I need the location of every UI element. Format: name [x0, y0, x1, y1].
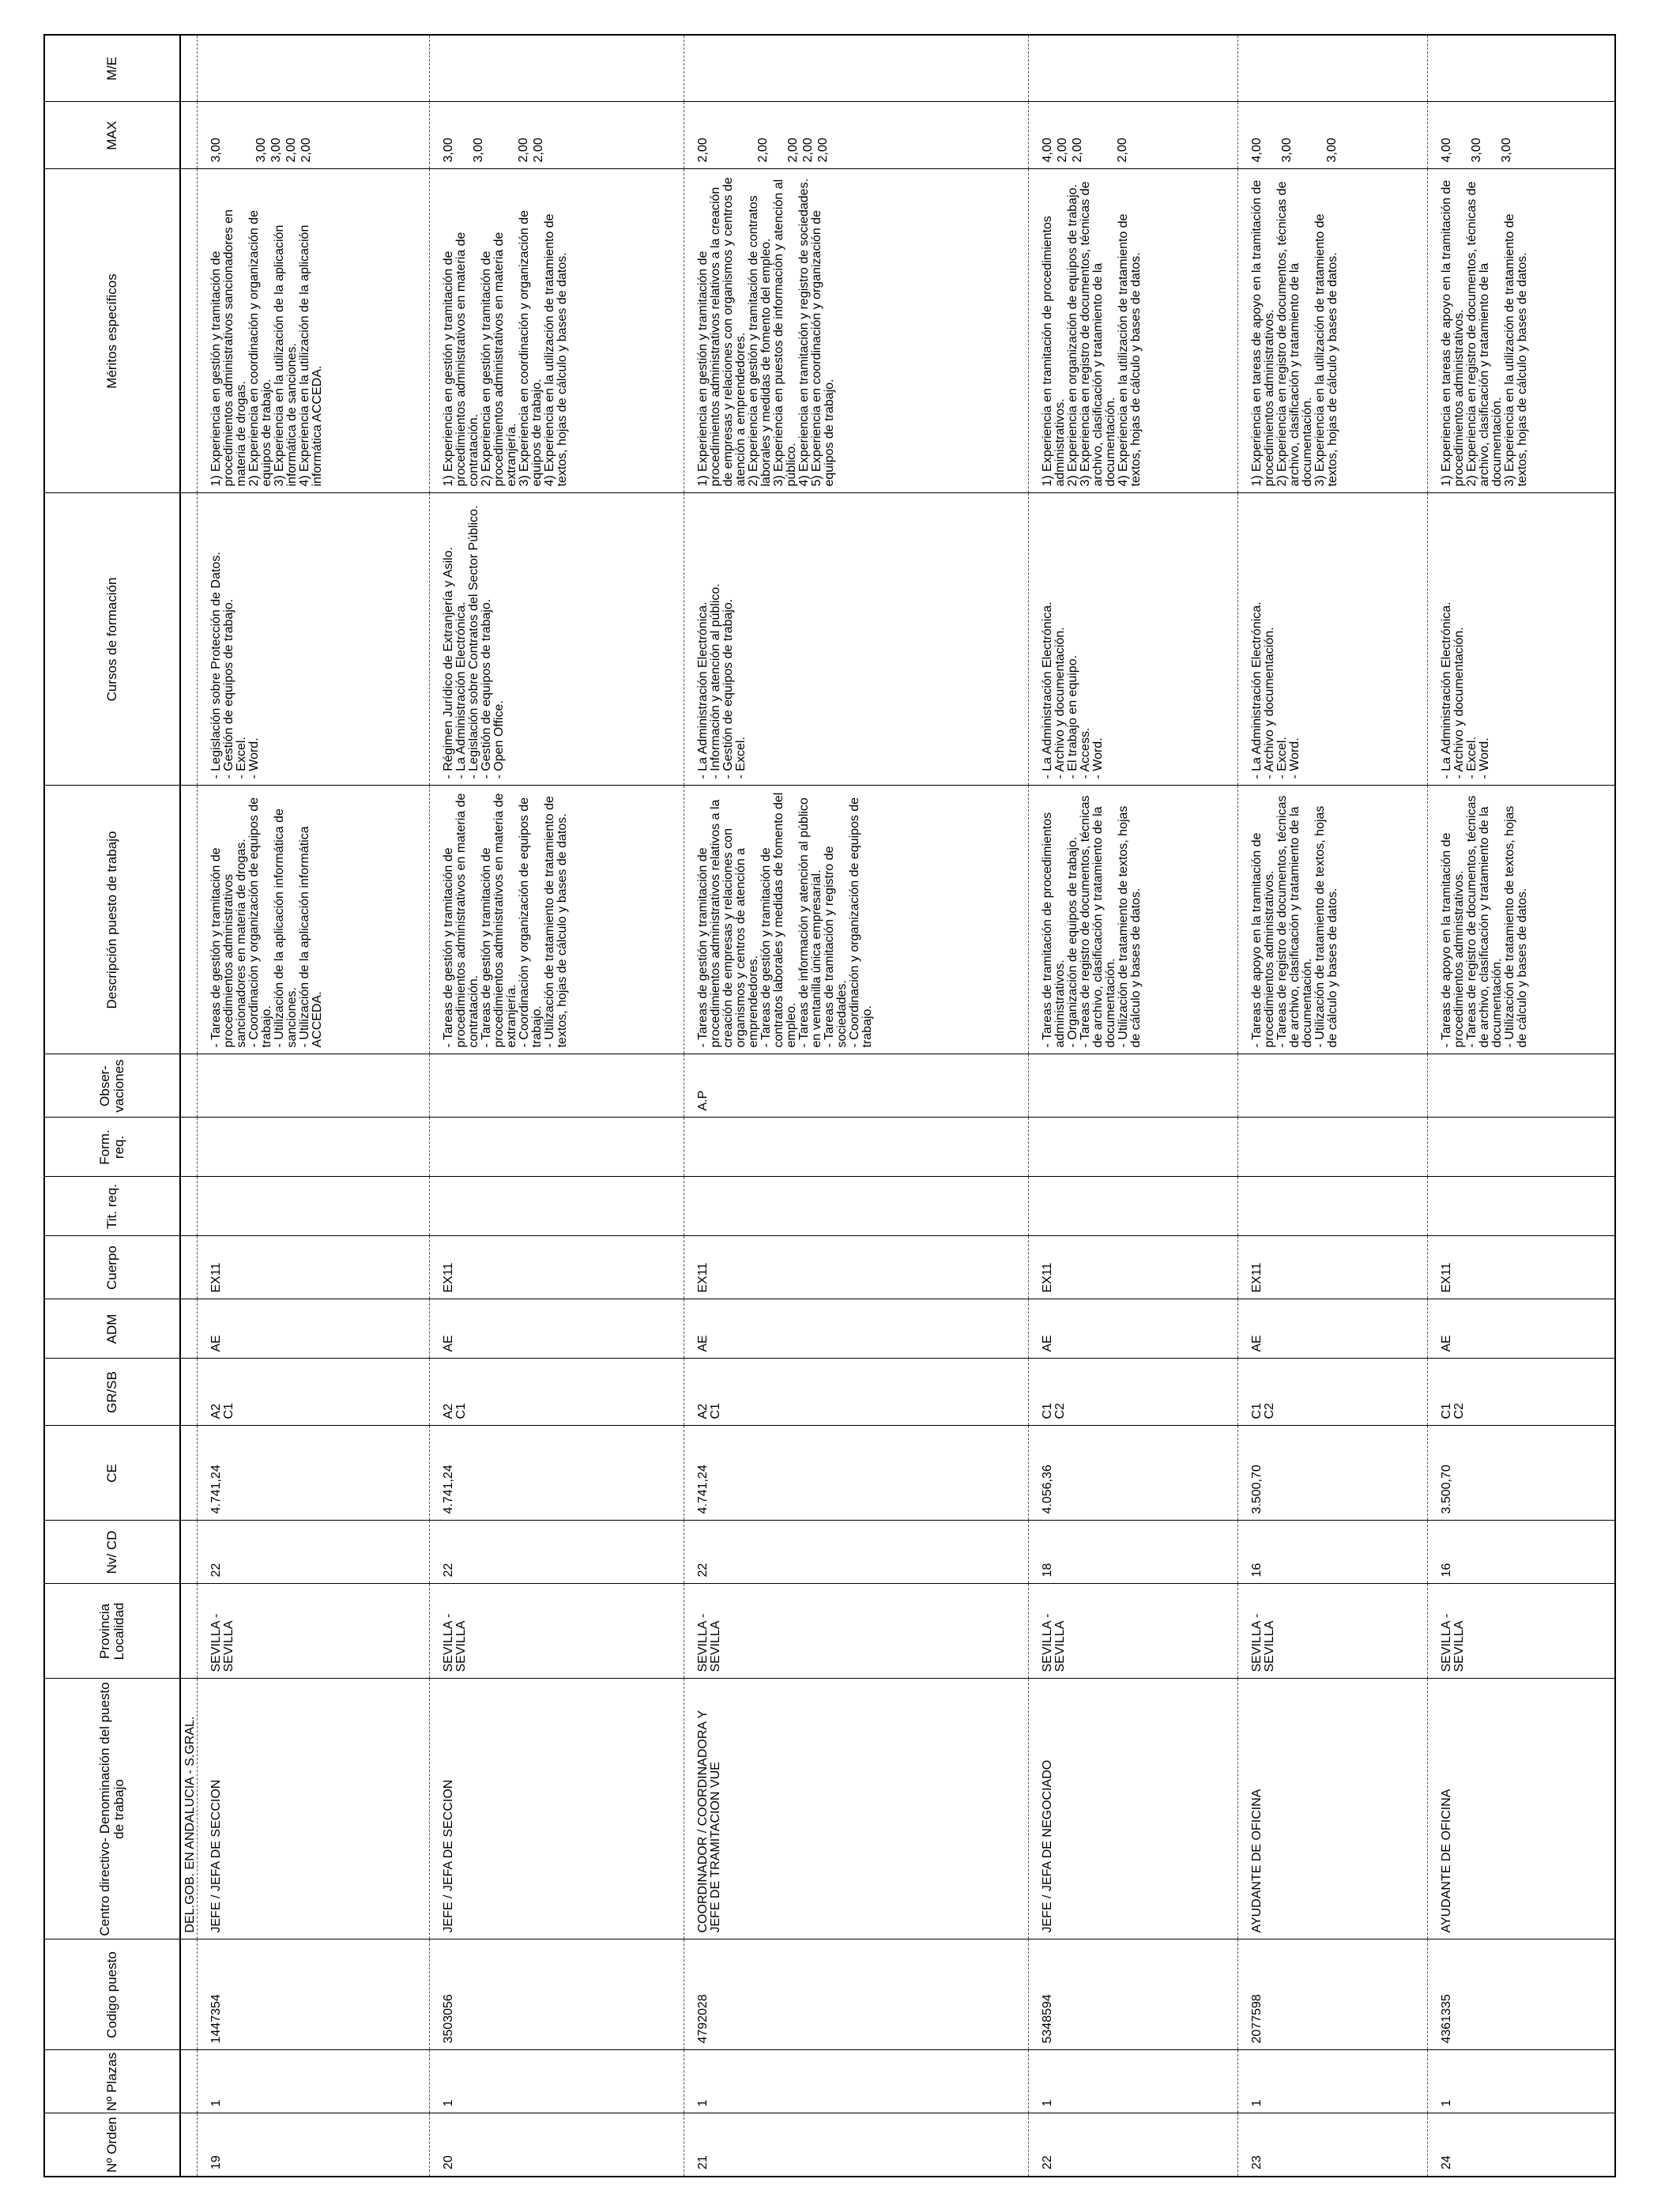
cell-empty	[180, 35, 198, 102]
cell-empty	[180, 1940, 198, 2050]
cell-grupo: C1 C2	[1237, 1359, 1427, 1426]
header-me: M/E	[44, 35, 180, 102]
cell-grupo: A2 C1	[429, 1359, 684, 1426]
header-obs: Obser- vaciones	[44, 1054, 180, 1118]
max-value: 2,00	[755, 138, 770, 163]
cell-meritos: 1) Experiencia en gestión y tramitación de procedimientos administrativos relativos a la creación de empresas y relaciones con organismos y centros de atención a emprendedores. 2) Experiencia en gestión y tramitación de contratos laborales y medidas de fomento del empleo. 3) Experiencia en puestos de información y atención al público. 4) Experiencia en tramitación y registro de sociedades. 5) Experiencia en coordinación y organización de equipos de trabajo.	[684, 169, 1028, 493]
cell-codigo: 2077598	[1237, 1940, 1427, 2050]
max-value: 2,00	[299, 138, 313, 163]
cell-codigo: 5348594	[1028, 1940, 1237, 2050]
cell-meritos: 1) Experiencia en gestión y tramitación de procedimientos administrativos sancionadores en materia de drogas. 2) Experiencia en coordinación y organización de equipos de trabajo. 3) Experiencia en la utilización de la aplicación informática de sanciones. 4) Experiencia en la utilización de la aplicación informática ACCEDA.	[198, 169, 430, 493]
cell-plazas: 1	[684, 2050, 1028, 2113]
cell-orden: 21	[684, 2113, 1028, 2177]
header-adm: ADM	[44, 1299, 180, 1359]
cell-orden: 20	[429, 2113, 684, 2177]
max-value	[742, 109, 757, 163]
cell-adm: AE	[684, 1299, 1028, 1359]
cell-me	[198, 35, 430, 102]
cell-provincia: SEVILLA - SEVILLA	[1427, 1584, 1615, 1679]
header-cuerpo: Cuerpo	[44, 1236, 180, 1299]
cell-adm: AE	[1427, 1299, 1615, 1359]
max-value	[1266, 109, 1281, 163]
cell-nivel: 22	[198, 1521, 430, 1584]
max-value: 3,00	[269, 138, 283, 163]
cell-cursos: - La Administración Electrónica. - Archivo y documentación. - Excel. - Word.	[1427, 493, 1615, 786]
cell-obs	[429, 1054, 684, 1118]
cell-plazas: 1	[1028, 2050, 1237, 2113]
cell-tit	[1237, 1177, 1427, 1236]
cell-obs: A.P	[684, 1054, 1028, 1118]
cell-max	[198, 102, 430, 169]
cell-empty	[180, 1584, 198, 1679]
max-value: 4,00	[1040, 138, 1054, 163]
header-cursos: Cursos de formación	[44, 493, 180, 786]
cell-cuerpo: EX11	[198, 1236, 430, 1299]
cell-provincia: SEVILLA - SEVILLA	[198, 1584, 430, 1679]
table-row	[684, 35, 1028, 2177]
cell-cuerpo: EX11	[1427, 1236, 1615, 1299]
cell-meritos: 1) Experiencia en gestión y tramitación de procedimientos administrativos en materia de contratación. 2) Experiencia en gestión y tramitación de procedimientos administrativos en materia de extranjería. 3) Experiencia en coordinación y organización de equipos de trabajo. 4) Experiencia en la utilización de tratamiento de textos, hojas de cálculo y bases de datos.	[429, 169, 684, 493]
cell-me	[1427, 35, 1615, 102]
cell-ce: 3.500,70	[1237, 1426, 1427, 1521]
cell-plazas: 1	[198, 2050, 430, 2113]
table-row	[429, 35, 684, 2177]
cell-empty	[180, 1426, 198, 1521]
cell-grupo: C1 C2	[1028, 1359, 1237, 1426]
cell-descripcion: - Tareas de apoyo en la tramitación de procedimientos administrativos. - Tareas de registro de documentos, técnicas de archivo, clasificación y tratamiento de la documentación. - Utilización de tratamiento de textos, hojas de cálculo y bases de datos.	[1427, 786, 1615, 1054]
max-value: 2,00	[816, 138, 830, 163]
header-tit: Tit. req.	[44, 1177, 180, 1236]
cell-descripcion: - Tareas de apoyo en la tramitación de procedimientos administrativos. - Tareas de registro de documentos, técnicas de archivo, clasificación y tratamiento de la documentación. - Utilización de tratamiento de textos, hojas de cálculo y bases de datos.	[1237, 786, 1427, 1054]
cell-empty	[180, 1054, 198, 1118]
max-value	[1456, 109, 1471, 163]
max-value: 2,00	[1055, 138, 1069, 163]
cell-descripcion: - Tareas de gestión y tramitación de procedimientos administrativos sancionadores en materia de drogas. - Coordinación y organización de equipos de trabajo. - Utilización de la aplicación informática de sanciones. - Utilización de la aplicación informática ACCEDA.	[198, 786, 430, 1054]
header-form: Form. req.	[44, 1118, 180, 1177]
cell-cursos: - La Administración Electrónica. - Archivo y documentación. - Excel. - Word.	[1237, 493, 1427, 786]
positions-table	[43, 34, 1616, 2177]
cell-me	[684, 35, 1028, 102]
cell-ce: 4.056,36	[1028, 1426, 1237, 1521]
max-value	[1486, 109, 1501, 163]
cell-plazas: 1	[429, 2050, 684, 2113]
cell-cuerpo: EX11	[1237, 1236, 1427, 1299]
max-value: 2,00	[284, 138, 298, 163]
max-value	[458, 109, 473, 163]
cell-ce: 3.500,70	[1427, 1426, 1615, 1521]
cell-obs	[198, 1054, 430, 1118]
cell-empty	[180, 1177, 198, 1236]
cell-meritos: 1) Experiencia en tareas de apoyo en la tramitación de procedimientos administrativos. 2) Experiencia en registro de documentos, técnicas de archivo, clasificación y tratamiento de la documentación. 3) Experiencia en la utilización de tratamiento de textos, hojas de cálculo y bases de datos.	[1427, 169, 1615, 493]
cell-empty	[180, 2113, 198, 2177]
cell-form	[429, 1118, 684, 1177]
centro-row	[180, 35, 198, 2177]
cell-meritos: 1) Experiencia en tareas de apoyo en la tramitación de procedimientos administrativos. 2) Experiencia en registro de documentos, técnicas de archivo, clasificación y tratamiento de la documentación. 3) Experiencia en la utilización de tratamiento de textos, hojas de cálculo y bases de datos.	[1237, 169, 1427, 493]
table-body	[180, 35, 1615, 2177]
cell-denominacion: JEFE / JEFA DE SECCION	[429, 1679, 684, 1940]
cell-nivel: 16	[1427, 1521, 1615, 1584]
centro-directivo: DEL.GOB. EN ANDALUCIA - S.GRAL.	[180, 1679, 198, 1940]
cell-empty	[180, 102, 198, 169]
cell-orden: 24	[1427, 2113, 1615, 2177]
max-value: 3,00	[1499, 138, 1513, 163]
cell-adm: AE	[198, 1299, 430, 1359]
max-value	[1296, 109, 1311, 163]
cell-provincia: SEVILLA - SEVILLA	[1028, 1584, 1237, 1679]
cell-me	[1028, 35, 1237, 102]
cell-grupo: A2 C1	[684, 1359, 1028, 1426]
max-value	[1311, 109, 1326, 163]
cell-codigo: 1447354	[198, 1940, 430, 2050]
cell-plazas: 1	[1427, 2050, 1615, 2113]
table-row	[1028, 35, 1237, 2177]
cell-max	[429, 102, 684, 169]
cell-cursos: - La Administración Electrónica. - Información y atención al público. - Gestión de equipos de trabajo. - Excel.	[684, 493, 1028, 786]
table-header	[44, 35, 180, 2177]
cell-form	[1427, 1118, 1615, 1177]
header-grupo: GR/SB	[44, 1359, 180, 1426]
cell-empty	[180, 1118, 198, 1177]
table-row	[1237, 35, 1427, 2177]
max-value	[712, 109, 727, 163]
cell-nivel: 22	[684, 1521, 1028, 1584]
header-meritos: Méritos específicos	[44, 169, 180, 493]
max-value: 2,00	[1070, 138, 1084, 163]
cell-tit	[1427, 1177, 1615, 1236]
cell-denominacion: AYUDANTE DE OFICINA	[1427, 1679, 1615, 1940]
max-value: 3,00	[209, 138, 223, 163]
header-descripcion: Descripción puesto de trabajo	[44, 786, 180, 1054]
cell-codigo: 4361335	[1427, 1940, 1615, 2050]
max-value: 4,00	[1439, 138, 1453, 163]
cell-adm: AE	[1028, 1299, 1237, 1359]
cell-cursos: - Legislación sobre Protección de Datos. - Gestión de equipos de trabajo. - Excel. - Word.	[198, 493, 430, 786]
cell-empty	[180, 1359, 198, 1426]
cell-form	[1028, 1118, 1237, 1177]
header-orden: Nº Orden	[44, 2113, 180, 2177]
cell-empty	[180, 2050, 198, 2113]
cell-adm: AE	[429, 1299, 684, 1359]
header-plazas: Nº Plazas	[44, 2050, 180, 2113]
cell-descripcion: - Tareas de tramitación de procedimientos administrativos. - Organización de equipos de trabajo. - Tareas de registro de documentos, técnicas de archivo, clasificación y tratamiento de la documentación. - Utilización de tratamiento de textos, hojas de cálculo y bases de datos.	[1028, 786, 1237, 1054]
header-provincia: Provincia Localidad	[44, 1584, 180, 1679]
max-value: 3,00	[254, 138, 268, 163]
cell-plazas: 1	[1237, 2050, 1427, 2113]
max-value	[727, 109, 742, 163]
cell-empty	[180, 1299, 198, 1359]
max-value: 2,00	[516, 138, 530, 163]
cell-codigo: 4792028	[684, 1940, 1028, 2050]
cell-denominacion: COORDINADOR / COORDINADORA Y JEFE DE TRAMITACION VUE	[684, 1679, 1028, 1940]
cell-adm: AE	[1237, 1299, 1427, 1359]
cell-tit	[1028, 1177, 1237, 1236]
table-row	[198, 35, 430, 2177]
cell-cuerpo: EX11	[684, 1236, 1028, 1299]
header-centro: Centro directivo- Denominación del puesto de trabajo	[44, 1679, 180, 1940]
max-value: 3,00	[471, 138, 485, 163]
max-value	[1087, 109, 1102, 163]
cell-max	[1028, 102, 1237, 169]
cell-me	[429, 35, 684, 102]
max-value: 2,00	[800, 138, 815, 163]
cell-provincia: SEVILLA - SEVILLA	[429, 1584, 684, 1679]
cell-ce: 4.741,24	[684, 1426, 1028, 1521]
cell-denominacion: JEFE / JEFA DE SECCION	[198, 1679, 430, 1940]
cell-descripcion: - Tareas de gestión y tramitación de procedimientos administrativos en materia de contratación. - Tareas de gestión y tramitación de procedimientos administrativos en materia de extranjería. - Coordinación y organización de equipos de trabajo. - Utilización de tratamiento de tratamiento de textos, hojas de cálculo y bases de datos.	[429, 786, 684, 1054]
max-value	[225, 109, 240, 163]
cell-cuerpo: EX11	[429, 1236, 684, 1299]
cell-me	[1237, 35, 1427, 102]
cell-form	[1237, 1118, 1427, 1177]
cell-orden: 19	[198, 2113, 430, 2177]
max-value: 3,00	[1469, 138, 1483, 163]
cell-empty	[180, 493, 198, 786]
cell-orden: 22	[1028, 2113, 1237, 2177]
cell-cursos: - Régimen Jurídico de Extranjería y Asilo. - La Administración Electrónica. - Legislación sobre Contratos del Sector Público. - Gestión de equipos de trabajo. - Open Office.	[429, 493, 684, 786]
cell-denominacion: JEFE / JEFA DE NEGOCIADO	[1028, 1679, 1237, 1940]
cell-obs	[1028, 1054, 1237, 1118]
cell-max	[1427, 102, 1615, 169]
header-codigo: Codigo puesto	[44, 1940, 180, 2050]
cell-tit	[684, 1177, 1028, 1236]
cell-denominacion: AYUDANTE DE OFICINA	[1237, 1679, 1427, 1940]
max-value: 2,00	[695, 138, 710, 163]
cell-empty	[180, 169, 198, 493]
max-value: 4,00	[1249, 138, 1264, 163]
cell-tit	[198, 1177, 430, 1236]
cell-cursos: - La Administración Electrónica. - Archivo y documentación. - El trabajo en equipo. - Access. - Word.	[1028, 493, 1237, 786]
cell-ce: 4.741,24	[198, 1426, 430, 1521]
cell-nivel: 18	[1028, 1521, 1237, 1584]
cell-obs	[1427, 1054, 1615, 1118]
max-value	[488, 109, 503, 163]
header-ce: CE	[44, 1426, 180, 1521]
cell-max	[1237, 102, 1427, 169]
cell-empty	[180, 1236, 198, 1299]
cell-nivel: 22	[429, 1521, 684, 1584]
max-value: 3,00	[1279, 138, 1294, 163]
max-value	[1102, 109, 1117, 163]
cell-grupo: A2 C1	[198, 1359, 430, 1426]
max-value	[772, 109, 787, 163]
cell-provincia: SEVILLA - SEVILLA	[684, 1584, 1028, 1679]
max-value: 3,00	[441, 138, 455, 163]
max-value	[240, 109, 255, 163]
cell-max	[684, 102, 1028, 169]
cell-tit	[429, 1177, 684, 1236]
table-row	[1427, 35, 1615, 2177]
cell-form	[198, 1118, 430, 1177]
cell-orden: 23	[1237, 2113, 1427, 2177]
cell-empty	[180, 786, 198, 1054]
cell-descripcion: - Tareas de gestión y tramitación de procedimientos administrativos relativos a la creación de empresas y relaciones con organismos y centros de atención a emprendedores. - Tareas de gestión y tramitación de contratos laborales y medidas de fomento del empleo. - Tareas de información y atención al público en ventanilla única empresarial. - Tareas de tramitación y registro de sociedades. - Coordinación y organización de equipos de trabajo.	[684, 786, 1028, 1054]
cell-codigo: 3503056	[429, 1940, 684, 2050]
cell-provincia: SEVILLA - SEVILLA	[1237, 1584, 1427, 1679]
header-max: MAX	[44, 102, 180, 169]
max-value	[503, 109, 518, 163]
cell-empty	[180, 1521, 198, 1584]
max-value: 3,00	[1324, 138, 1339, 163]
header-nivel: Nv/ CD	[44, 1521, 180, 1584]
cell-grupo: C1 C2	[1427, 1359, 1615, 1426]
cell-meritos: 1) Experiencia en tramitación de procedimientos administrativos. 2) Experiencia en organización de equipos de trabajo. 3) Experiencia en registro de documentos, técnicas de archivo, clasificación y tratamiento de la documentación. 4) Experiencia en la utilización de tratamiento de textos, hojas de cálculo y bases de datos.	[1028, 169, 1237, 493]
cell-form	[684, 1118, 1028, 1177]
max-value: 2,00	[531, 138, 545, 163]
rotated-table-container	[43, 36, 1616, 2177]
cell-ce: 4.741,24	[429, 1426, 684, 1521]
max-value: 2,00	[785, 138, 800, 163]
cell-obs	[1237, 1054, 1427, 1118]
cell-cuerpo: EX11	[1028, 1236, 1237, 1299]
cell-nivel: 16	[1237, 1521, 1427, 1584]
max-value: 2,00	[1115, 138, 1129, 163]
